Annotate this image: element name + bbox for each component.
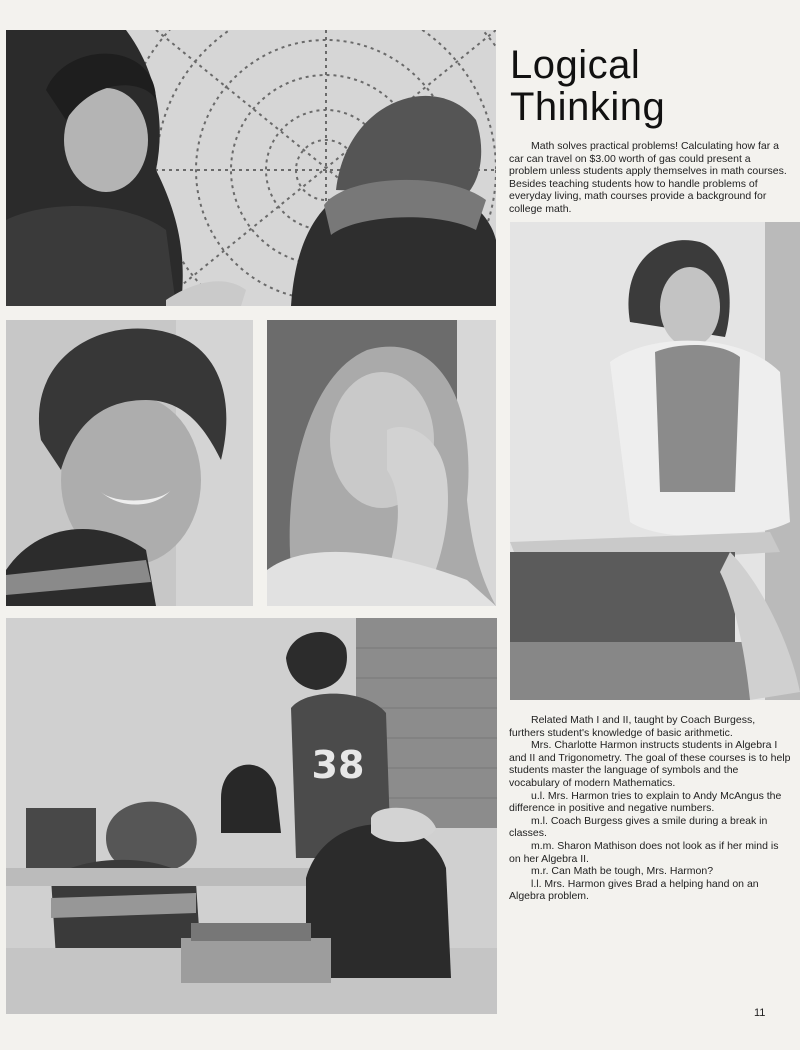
page-number: 11 bbox=[754, 1007, 766, 1019]
page-title bbox=[510, 44, 665, 128]
intro-paragraph: Math solves practical problems! Calculating how far a car can travel on $3.00 worth of gas could present a problem unless students apply themselves in math courses. Besides teaching students how to handle problems of everyday living, math courses provide a background for college math. bbox=[509, 140, 787, 215]
captions-block bbox=[509, 714, 791, 903]
photo-classroom-algebra-help bbox=[6, 618, 497, 1014]
photo-student-hand-on-face bbox=[267, 320, 496, 606]
photo-coach-smiling bbox=[6, 320, 253, 606]
caption-paragraph: m.r. Can Math be tough, Mrs. Harmon? bbox=[531, 865, 714, 878]
caption-paragraph: m.m. Sharon Mathison does not look as if her mind is on her Algebra II. bbox=[509, 839, 779, 865]
caption-paragraph: Mrs. Charlotte Harmon instructs students in Algebra I and II and Trigonometry. The goal of these courses is to help students master the language of symbols and the vocabulary of modern Mathematics. bbox=[509, 739, 791, 789]
jersey-number: 38 bbox=[311, 743, 365, 787]
photo-teacher-leaning-desk bbox=[510, 222, 800, 700]
caption-paragraph: m.l. Coach Burgess gives a smile during a break in classes. bbox=[509, 814, 768, 840]
caption-paragraph: l.l. Mrs. Harmon gives Brad a helping hand on an Algebra problem. bbox=[509, 877, 759, 903]
caption-paragraph: u.l. Mrs. Harmon tries to explain to Andy McAngus the difference in positive and negative numbers. bbox=[509, 789, 782, 815]
caption-paragraph: Related Math I and II, taught by Coach Burgess, furthers student's knowledge of basic arithmetic. bbox=[509, 714, 756, 739]
title-line-1: Logical bbox=[510, 43, 641, 87]
photo-teacher-graph-board bbox=[6, 30, 496, 306]
title-line-2: Thinking bbox=[510, 85, 666, 129]
